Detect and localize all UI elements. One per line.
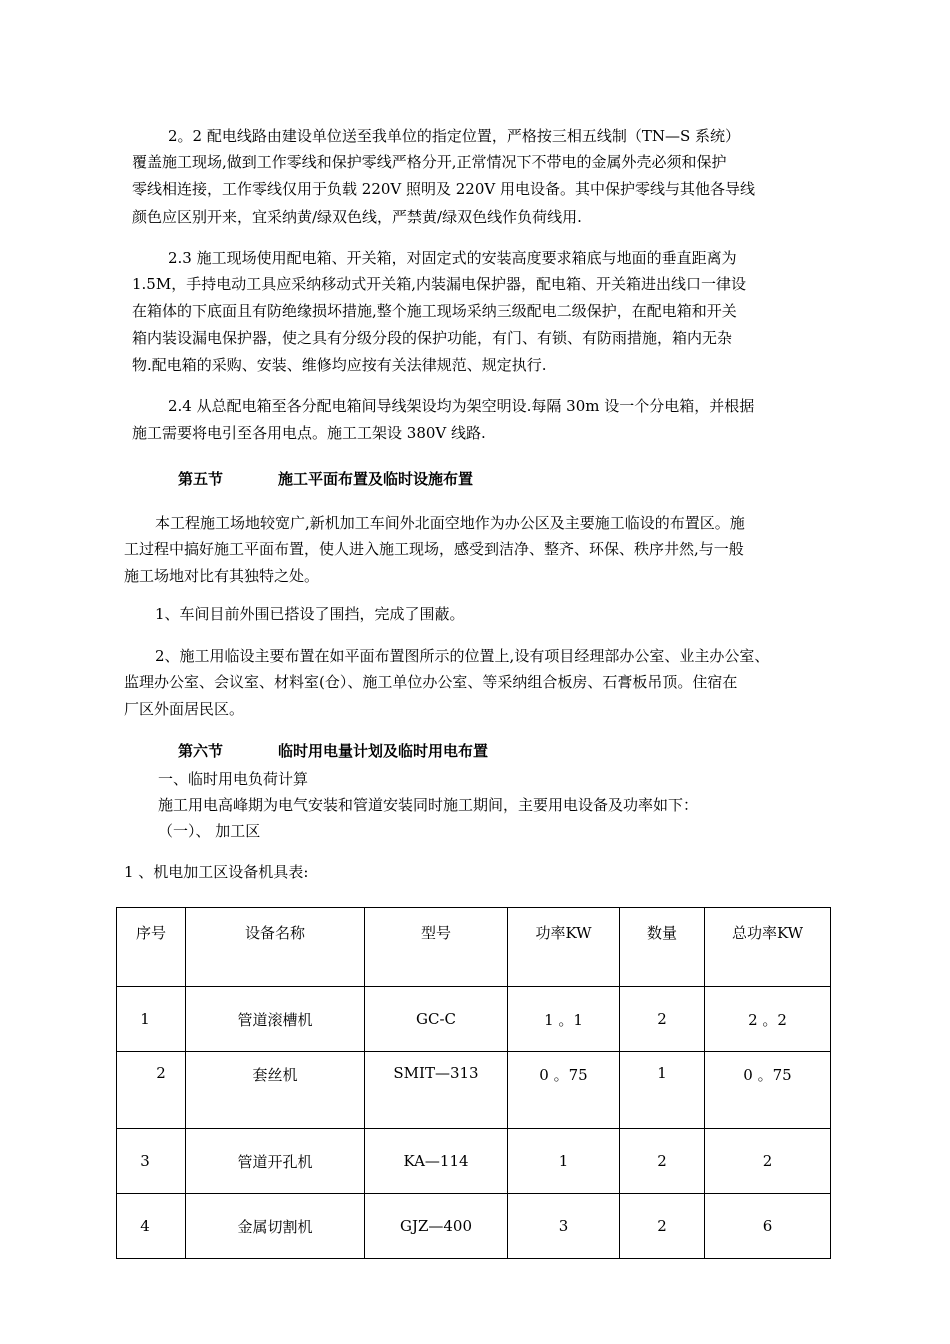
cell-power: 1	[508, 1129, 620, 1194]
section-5-title: 施工平面布置及临时设施布置	[278, 470, 474, 488]
cell-total-power: 2 。2	[705, 987, 831, 1052]
cell-total-power: 6	[705, 1194, 831, 1259]
header-cell-model: 型号	[365, 908, 508, 987]
para-2-3-line-4: 箱内装设漏电保护器，使之具有分级分段的保护功能，有门、有锁、有防雨措施，箱内无杂	[132, 329, 733, 347]
table-row	[117, 987, 831, 1052]
cell-model: SMIT—313	[365, 1052, 508, 1129]
para-2-2-line-1: 2。2 配电线路由建设单位送至我单位的指定位置，严格按三相五线制（TN—S 系统）	[168, 127, 741, 145]
table-row	[117, 1129, 831, 1194]
section-6-sub-3: （一）、 加工区	[158, 822, 261, 840]
section-5-number: 第五节	[178, 470, 224, 488]
para-2-3-line-3: 在箱体的下底面且有防绝缘损坏措施,整个施工现场采纳三级配电二级保护，在配电箱和开关	[132, 302, 737, 320]
para-2-3-line-1: 2.3 施工现场使用配电箱、开关箱，对固定式的安装高度要求箱底与地面的垂直距离为	[168, 249, 737, 267]
cell-quantity: 1	[620, 1052, 705, 1129]
section-5-item-2-line-3: 厂区外面居民区。	[124, 700, 245, 718]
cell-model: KA—114	[365, 1129, 508, 1194]
table-caption: 1 、机电加工区设备机具表:	[124, 863, 309, 881]
section-6-heading	[178, 741, 488, 761]
cell-index: 2	[117, 1052, 186, 1129]
cell-name: 管道开孔机	[186, 1129, 365, 1194]
cell-model: GJZ—400	[365, 1194, 508, 1259]
cell-name: 金属切割机	[186, 1194, 365, 1259]
section-5-heading	[178, 469, 473, 489]
cell-quantity: 2	[620, 987, 705, 1052]
header-cell-index: 序号	[117, 908, 186, 987]
para-2-3-line-2: 1.5M，手持电动工具应采纳移动式开关箱,内装漏电保护器，配电箱、开关箱进出线口一律设	[132, 275, 746, 293]
cell-index: 3	[117, 1129, 186, 1194]
para-2-2-line-3: 零线相连接，工作零线仅用于负载 220V 照明及 220V 用电设备。其中保护零线与其他各导线	[132, 180, 756, 198]
cell-quantity: 2	[620, 1129, 705, 1194]
header-cell-quantity: 数量	[620, 908, 705, 987]
section-5-intro-line-2: 工过程中搞好施工平面布置，使人进入施工现场，感受到洁净、整齐、环保、秩序井然,与一般	[124, 540, 744, 558]
equipment-table	[116, 907, 831, 1259]
header-cell-name: 设备名称	[186, 908, 365, 987]
section-5-item-1: 1、车间目前外围已搭设了围挡，完成了围蔽。	[155, 605, 465, 623]
header-cell-power: 功率KW	[508, 908, 620, 987]
cell-total-power: 2	[705, 1129, 831, 1194]
table-row	[117, 1052, 831, 1129]
cell-total-power: 0 。75	[705, 1052, 831, 1129]
cell-power: 1 。1	[508, 987, 620, 1052]
cell-name: 套丝机	[186, 1052, 365, 1129]
para-2-3-line-5: 物.配电箱的采购、安装、维修均应按有关法律规范、规定执行.	[132, 356, 547, 374]
para-2-2-line-4: 颜色应区别开来，宜采纳黄/绿双色线，严禁黄/绿双色线作负荷线用.	[132, 208, 582, 226]
section-6-sub-1: 一、临时用电负荷计算	[158, 770, 309, 788]
section-5-intro-line-1: 本工程施工场地较宽广,新机加工车间外北面空地作为办公区及主要施工临设的布置区。施	[155, 514, 745, 532]
cell-power: 0 。75	[508, 1052, 620, 1129]
cell-quantity: 2	[620, 1194, 705, 1259]
section-5-item-2-line-2: 监理办公室、会议室、材料室(仓）、施工单位办公室、等采纳组合板房、石膏板吊顶。住宿在	[124, 673, 738, 691]
para-2-4-line-2: 施工需要将电引至各用电点。施工工架设 380V 线路.	[132, 424, 486, 442]
para-2-4-line-1: 2.4 从总配电箱至各分配电箱间导线架设均为架空明设.每隔 30m 设一个分电箱，并根据	[168, 397, 755, 415]
header-cell-total-power: 总功率KW	[705, 908, 831, 987]
section-6-title: 临时用电量计划及临时用电布置	[278, 742, 489, 760]
section-6-number: 第六节	[178, 742, 224, 760]
section-5-item-2-line-1: 2、施工用临设主要布置在如平面布置图所示的位置上,设有项目经理部办公室、业主办公室、	[155, 647, 770, 665]
table-row	[117, 1194, 831, 1259]
table-header-row	[117, 908, 831, 987]
cell-name: 管道滚槽机	[186, 987, 365, 1052]
section-5-intro-line-3: 施工场地对比有其独特之处。	[124, 567, 320, 585]
cell-power: 3	[508, 1194, 620, 1259]
section-6-sub-2: 施工用电高峰期为电气安装和管道安装同时施工期间，主要用电设备及功率如下：	[158, 796, 699, 814]
para-2-2-line-2: 覆盖施工现场,做到工作零线和保护零线严格分开,正常情况下不带电的金属外壳必须和保护	[132, 153, 727, 171]
cell-model: GC-C	[365, 987, 508, 1052]
cell-index: 4	[117, 1194, 186, 1259]
cell-index: 1	[117, 987, 186, 1052]
